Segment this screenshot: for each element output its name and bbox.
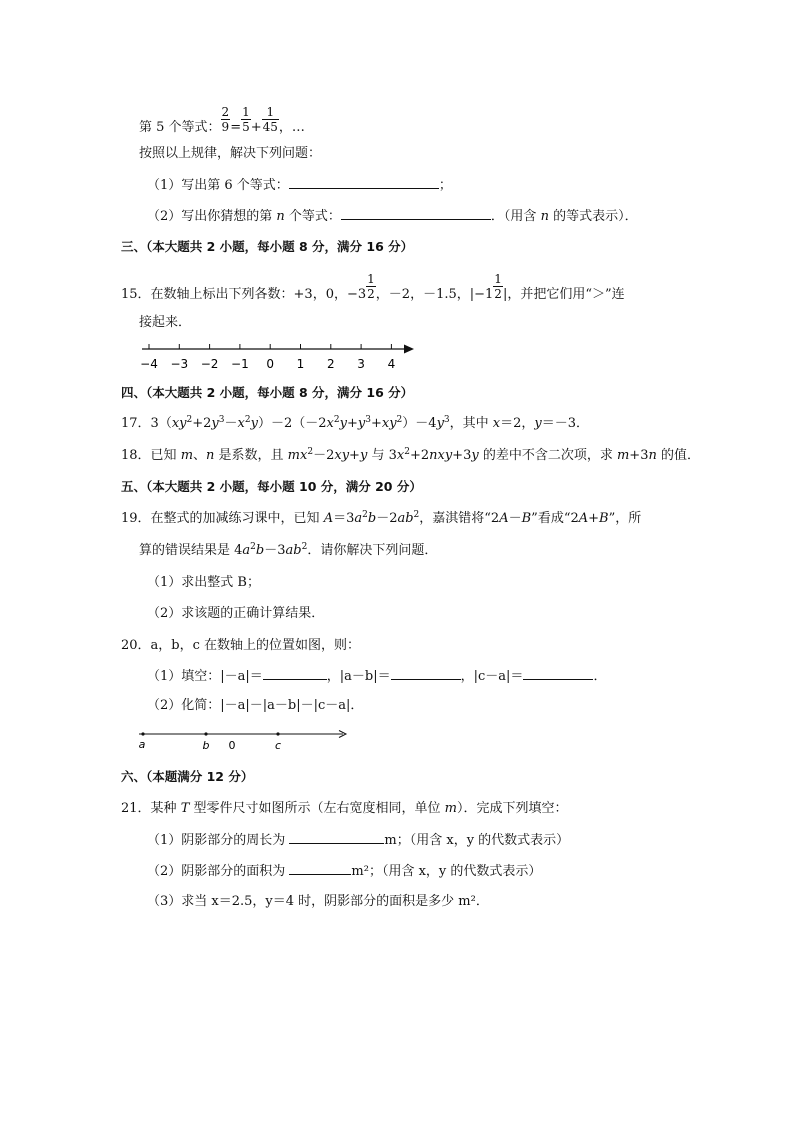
question-20-1-d: ． — [593, 669, 607, 684]
tick-label: −3 — [170, 357, 189, 371]
fraction-2-9: $\frac{2}{9}$ — [221, 105, 230, 134]
answer-blank[interactable] — [289, 862, 351, 875]
plus-sign: + — [250, 120, 262, 135]
number-line-1 — [138, 340, 428, 372]
absolute-mixed-number: |−1 $\frac{1}{2}$ | — [469, 272, 508, 302]
equation-5-label: 第 5 个等式： — [139, 120, 221, 135]
point-a — [141, 732, 144, 735]
question-17: 17．$3(xy^2+2y^3-x^2y)-2(-2x^2y+y^3+xy^2)-4y^3$，其中 x＝2，y＝－3． — [121, 415, 590, 431]
tick-label: 3 — [357, 357, 365, 371]
mixed-number-1: −3 $\frac{1}{2}$ — [346, 272, 375, 302]
question-21-3: （3）求当 x＝2.5，y＝4 时，阴影部分的面积是多少 m²． — [147, 894, 489, 909]
answer-blank[interactable] — [289, 176, 439, 189]
equation-5 — [139, 105, 305, 137]
question-19-2: （2）求该题的正确计算结果． — [147, 606, 325, 621]
question-21-2-a: （2）阴影部分的面积为 — [147, 864, 290, 879]
section-3-heading: 三、（本大题共 2 小题，每小题 8 分，满分 16 分） — [121, 239, 414, 254]
question-14-1 — [147, 176, 452, 195]
var-n: n — [276, 209, 285, 224]
question-15-text-2: ，－2，－1.5， — [375, 287, 470, 302]
question-20-1 — [147, 667, 606, 686]
arrow-head-icon — [404, 345, 414, 354]
section-5-heading: 五、（本大题共 2 小题，每小题 10 分，满分 20 分） — [121, 479, 422, 494]
question-19-line2: 算的错误结果是 $4a^2b-3ab^2$．请你解决下列问题． — [139, 542, 438, 558]
question-21-1 — [147, 831, 569, 850]
question-15-text-3: ，并把它们用“＞”连 — [507, 287, 625, 302]
section-4-heading: 四、（本大题共 2 小题，每小题 8 分，满分 16 分） — [121, 385, 414, 400]
tick-label: −2 — [200, 357, 219, 371]
question-20-1-c: ，|c－a|＝ — [460, 669, 524, 684]
question-14-2-mid: 个等式： — [284, 209, 341, 224]
label-a: a — [138, 738, 146, 751]
number-line-2 — [137, 727, 357, 753]
tick-label: 0 — [266, 357, 275, 371]
question-14-2-end: ．（用含 — [490, 209, 541, 224]
point-b — [204, 732, 207, 735]
question-15-text: 15．在数轴上标出下列各数：+3，0， — [121, 287, 347, 302]
question-20-1-b: ，|a－b|＝ — [326, 669, 391, 684]
question-14-1-text: （1）写出第 6 个等式： — [147, 178, 289, 193]
question-21-1-a: （1）阴影部分的周长为 — [147, 833, 290, 848]
question-21: 21．某种 T 型零件尺寸如图所示（左右宽度相同，单位 m）．完成下列填空： — [121, 801, 568, 816]
answer-blank[interactable] — [289, 831, 384, 844]
question-19-line1: 19．在整式的加减练习课中，已知 $A=3a^2b-2ab^2$，嘉淇错将“2A－B”看成“2A+B”，所 — [121, 510, 642, 526]
punctuation: ； — [438, 178, 452, 193]
fraction-1-45: $\frac{1}{45}$ — [262, 105, 278, 134]
question-21-2-b: m²；（用含 x，y 的代数式表示） — [351, 864, 542, 879]
question-14-2-text: （2）写出你猜想的第 — [147, 209, 277, 224]
answer-blank[interactable] — [341, 207, 491, 220]
ellipsis: ，… — [278, 120, 305, 135]
equals-sign: = — [230, 120, 242, 135]
section-6-heading: 六、（本题满分 12 分） — [121, 769, 254, 784]
fraction-1-5: $\frac{1}{5}$ — [242, 105, 250, 134]
label-zero: 0 — [228, 739, 236, 752]
question-21-2 — [147, 862, 541, 881]
question-20-2: （2）化简：|－a|－|a－b|－|c－a|． — [147, 698, 364, 713]
point-c — [276, 732, 279, 735]
label-b: b — [202, 739, 210, 752]
label-c: c — [274, 739, 282, 752]
tick-label: 2 — [326, 357, 335, 371]
tick-label: −1 — [231, 357, 249, 371]
question-14-2 — [147, 207, 638, 226]
question-19-1: （1）求出整式 B； — [147, 575, 260, 590]
answer-blank[interactable] — [523, 667, 593, 680]
rule-text: 按照以上规律，解决下列问题： — [139, 146, 322, 161]
question-20: 20．a，b，c 在数轴上的位置如图，则： — [121, 638, 361, 653]
question-21-1-b: m；（用含 x，y 的代数式表示） — [384, 833, 570, 848]
tick-label: 1 — [296, 357, 305, 371]
question-18: 18．已知 m、n 是系数，且 $mx^2-2xy+y$ 与 $3x^2+2nxy+3y$ 的差中不含二次项，求 m+3n 的值． — [121, 447, 700, 463]
question-15 — [121, 272, 625, 304]
question-20-1-a: （1）填空：|－a|＝ — [147, 669, 263, 684]
tick-label: −4 — [140, 357, 158, 371]
var-n: n — [540, 209, 549, 224]
answer-blank[interactable] — [391, 667, 461, 680]
answer-blank[interactable] — [263, 667, 327, 680]
question-15-cont: 接起来． — [139, 315, 192, 330]
question-14-2-end2: 的等式表示）． — [548, 209, 638, 224]
tick-label: 4 — [387, 357, 396, 371]
